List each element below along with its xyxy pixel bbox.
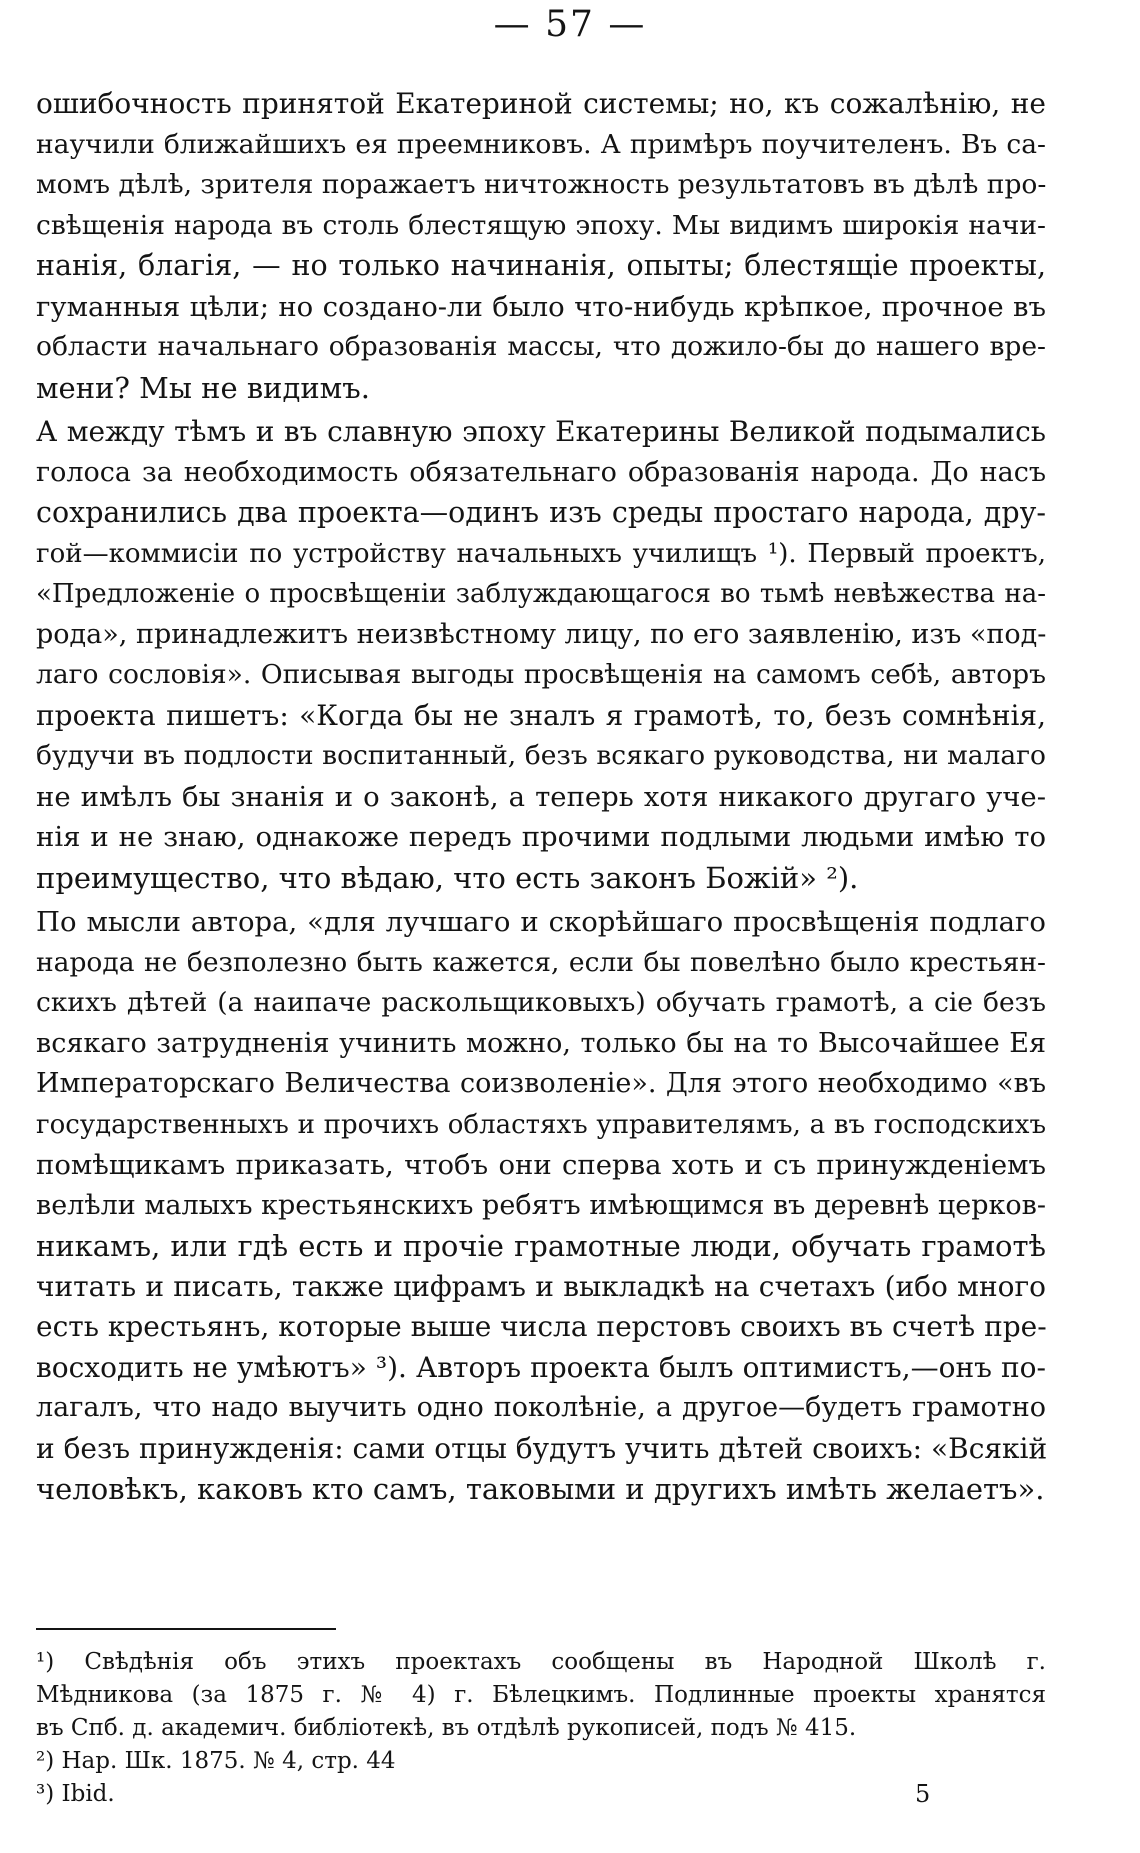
text-line: будучи въ подлости воспитанный, безъ всякаго руководства, ни малаго (36, 740, 1046, 771)
signature-mark: 5 (915, 1780, 931, 1808)
paragraph (36, 412, 1046, 898)
footnote-line: Мѣдникова (за 1875 г. № 4) г. Бѣлецкимъ. Подлинные проекты хранятся (36, 1682, 1046, 1708)
footnote-line: ²) Нар. Шк. 1875. № 4, стр. 44 (36, 1748, 396, 1774)
text-line: велѣли малыхъ крестьянскихъ ребятъ имѣющимся въ деревнѣ церков- (36, 1189, 1046, 1221)
text-line: читать и писать, также цифрамъ и выкладкѣ на счетахъ (ибо много (36, 1269, 1046, 1303)
text-line: гуманныя цѣли; но создано-ли было что-нибудь крѣпкое, прочное въ (36, 290, 1046, 323)
text-line: и безъ принужденія: сами отцы будутъ учить дѣтей своихъ: «Всякій (36, 1431, 1048, 1465)
text-line: области начальнаго образованія массы, что дожило-бы до нашего вре- (36, 331, 1046, 362)
paragraph (36, 902, 1046, 1510)
text-line: научили ближайшихъ ея преемниковъ. А примѣръ поучителенъ. Въ са- (36, 128, 1046, 160)
text-line: ошибочность принятой Екатериной системы; но, къ сожалѣнію, не (36, 87, 1046, 120)
text-line: А между тѣмъ и въ славную эпоху Екатерины Великой подымались (36, 415, 1046, 448)
text-line: Императорскаго Величества соизволеніе». Для этого необходимо «въ (36, 1068, 1046, 1099)
main-text (36, 84, 1046, 1514)
text-line: свѣщенія народа въ столь блестящую эпоху. Мы видимъ широкія начи- (36, 209, 1046, 241)
text-line: всякаго затрудненія учинить можно, только бы на то Высочайшее Ея (36, 1027, 1046, 1059)
text-line: скихъ дѣтей (а наипаче раскольщиковыхъ) обучать грамотѣ, а сіе безъ (36, 987, 1046, 1018)
text-line: сохранились два проекта—одинъ изъ среды простаго народа, дру- (36, 496, 1046, 529)
text-line: «Предложеніе о просвѣщеніи заблуждающагося во тьмѣ невѣжества на- (36, 579, 1046, 609)
text-line: рода», принадлежитъ неизвѣстному лицу, по его заявленію, изъ «под- (36, 618, 1047, 650)
text-line: есть крестьянъ, которые выше числа перстовъ своихъ въ счетѣ пре- (36, 1310, 1047, 1343)
text-line: По мысли автора, «для лучшаго и скорѣйшаго просвѣщенія подлаго (36, 906, 1046, 938)
text-line: проекта пишетъ: «Когда бы не зналъ я грамотѣ, то, безъ сомнѣнія, (36, 698, 1046, 732)
footnote-divider (36, 1628, 336, 1630)
page-number: — 57 — (493, 4, 647, 45)
footnote-line: ³) Ibid. (36, 1781, 115, 1807)
text-line: голоса за необходимость обязательнаго образованія народа. До насъ (36, 456, 1046, 488)
text-line: момъ дѣлѣ, зрителя поражаетъ ничтожность результатовъ въ дѣлѣ про- (36, 169, 1047, 200)
text-line: человѣкъ, каковъ кто самъ, таковыми и другихъ имѣть желаетъ». (36, 1472, 1045, 1506)
text-line: не имѣлъ бы знанія и о законѣ, а теперь хотя никакого другаго уче- (36, 780, 1046, 813)
text-line: государственныхъ и прочихъ областяхъ управителямъ, а въ господскихъ (36, 1109, 1046, 1140)
text-line: гой—коммисіи по устройству начальныхъ училищъ ¹). Первый проектъ, (36, 538, 1046, 569)
paragraph (36, 84, 1046, 408)
text-line: никамъ, или гдѣ есть и прочіе грамотные люди, обучать грамотѣ (36, 1229, 1046, 1263)
text-line: мени? Мы не видимъ. (36, 370, 370, 405)
text-line: нія и не знаю, однакоже передъ прочими подлыми людьми имѣю то (36, 821, 1046, 853)
text-line: восходить не умѣютъ» ³). Авторъ проекта былъ оптимистъ,—онъ по- (36, 1350, 1046, 1384)
text-line: преимущество, что вѣдаю, что есть законъ Божій» ²). (36, 860, 859, 895)
footnotes (36, 1646, 1046, 1811)
text-line: лагалъ, что надо выучить одно поколѣніе, а другое—будетъ грамотно (36, 1392, 1046, 1423)
footnote-line: въ Спб. д. академич. библіотекѣ, въ отдѣлѣ рукописей, подъ № 415. (36, 1715, 857, 1741)
footnote-line: ¹) Свѣдѣнія объ этихъ проектахъ сообщены въ Народной Школѣ г. (36, 1649, 1046, 1675)
text-line: народа не безполезно быть кажется, если бы повелѣно было крестьян- (36, 946, 1046, 978)
text-line: помѣщикамъ приказать, чтобъ они сперва хоть и съ принужденіемъ (36, 1149, 1046, 1181)
text-line: лаго сословія». Описывая выгоды просвѣщенія на самомъ себѣ, авторъ (36, 659, 1046, 690)
text-line: нанія, благія, — но только начинанія, опыты; блестящіе проекты, (36, 249, 1046, 282)
